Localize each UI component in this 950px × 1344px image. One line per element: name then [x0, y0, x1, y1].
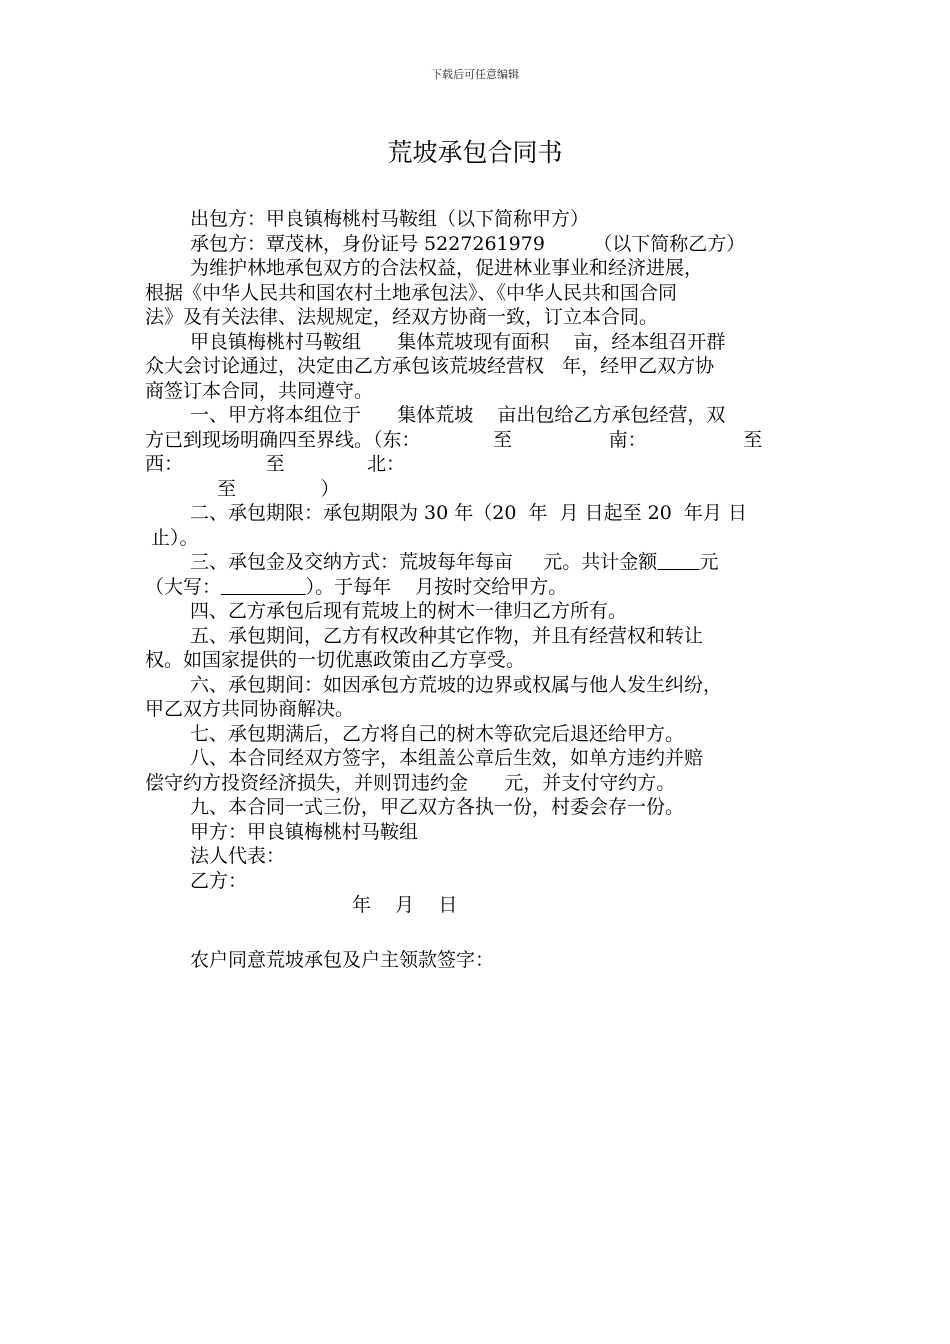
background-line: 众大会讨论通过，决定由乙方承包该荒坡经营权 年，经甲乙双方协 [145, 355, 715, 377]
intro-line: 根据《中华人民共和国农村土地承包法》、《中华人民共和国合同 [145, 281, 678, 304]
clause-8-line: 偿守约方投资经济损失，并则罚违约金 元，并支付守约方。 [145, 771, 676, 794]
intro-line: 法》及有关法律、法规规定，经双方协商一致，订立本合同。 [145, 306, 659, 328]
party-b-line: 承包方：覃茂林，身份证号 5227261979 （以下简称乙方） [190, 232, 746, 255]
boundary-north-label: 北： [366, 453, 405, 475]
clause-5-line: 权。如国家提供的一切优惠政策由乙方享受。 [145, 649, 526, 671]
clause-4-line: 四、乙方承包后现有荒坡上的树木一律归乙方所有。 [190, 600, 628, 622]
clause-7-line: 七、承包期满后，乙方将自己的树木等砍完后退还给甲方。 [190, 722, 685, 745]
background-line: 甲良镇梅桃村马鞍组 集体荒坡现有面积 亩，经本组召开群 [190, 330, 726, 353]
intro-line: 为维护林地承包双方的合法权益，促进林业事业和经济进展， [190, 257, 704, 279]
clause-3-text: 三、承包金及交纳方式：荒坡每年每亩 元。共计金额 [190, 551, 658, 573]
total-amount-blank [657, 551, 699, 573]
background-line: 商签订本合同，共同遵守。 [145, 379, 374, 402]
clause-2-line: 止）。 [145, 526, 199, 549]
clause-1-line: 一、甲方将本组位于 集体荒坡 亩出包给乙方承包经营，双 [190, 404, 726, 426]
clause-5-line: 五、承包期间，乙方有权改种其它作物，并且有经营权和转让 [190, 624, 704, 647]
clause-8-line: 八、本合同经双方签字，本组盖公章后生效，如单方违约并赔 [190, 747, 704, 769]
farmer-signature-line: 农户同意荒坡承包及户主领款签字： [190, 948, 495, 971]
page-header: 下载后可任意编辑 [431, 68, 519, 81]
clause-3-line [145, 575, 810, 600]
clause-6-line: 甲乙双方共同协商解决。 [145, 698, 355, 720]
clause-1-line: 至 ） [217, 477, 340, 500]
clause-6-line: 六、承包期间：如因承包方荒坡的边界或权属与他人发生纠纷， [190, 673, 723, 696]
clause-1-boundary-line [145, 452, 405, 477]
contract-body [145, 207, 810, 972]
clause-3-text: 元 [699, 551, 719, 573]
clause-2-line: 二、承包期限：承包期限为 30 年（20 年 月 日起至 20 年月 日 [190, 502, 747, 524]
clause-3-line [145, 550, 810, 575]
signature-party-a: 甲方：甲良镇梅桃村马鞍组 [190, 820, 419, 843]
amount-in-words-blank [221, 576, 306, 598]
clause-1-line: 方已到现场明确四至界线。（东： 至 南： 至 [145, 428, 763, 451]
boundary-to-label: 至 [265, 453, 285, 475]
clause-3-text: （大写： [145, 575, 222, 598]
document-title: 荒坡承包合同书 [387, 138, 563, 167]
clause-9-line: 九、本合同一式三份，甲乙双方各执一份，村委会存一份。 [190, 796, 685, 818]
party-a-line: 出包方：甲良镇梅桃村马鞍组（以下简称甲方） [190, 208, 590, 230]
boundary-west-label: 西： [145, 453, 184, 475]
signature-date: 年 月 日 [352, 894, 458, 916]
clause-3-text: ）。于每年 月按时交给甲方。 [305, 575, 568, 598]
signature-legal-rep: 法人代表： [190, 845, 286, 867]
signature-party-b: 乙方： [190, 869, 248, 892]
